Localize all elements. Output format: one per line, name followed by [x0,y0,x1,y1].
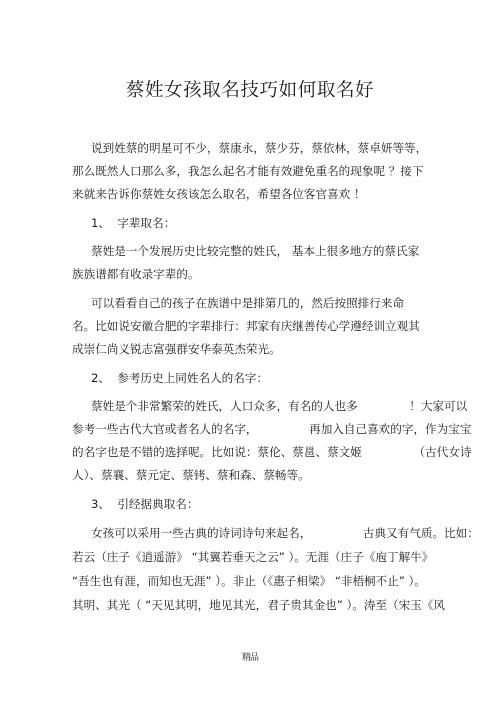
text-line: 可以看看自己的孩子在族谱中是排第几的，然后按照排行来命 [91,296,405,310]
text-line: 成崇仁尚义锐志富强群安华泰英杰荣光。 [72,342,281,356]
text-line: 女孩可以采用一些古典的诗词诗句来起名， 古典又有气质。比如： [91,526,479,540]
text-line: 名。比如说安徽合肥的字辈排行：邦家有庆继善传心学遵经训立观其 [72,319,420,333]
text-line: 若云（庄子《逍遥游》 “其翼若垂天之云” ）。无涯（庄子《庖丁解牛》 [72,550,434,564]
document-title: 蔡姓女孩取名技巧如何取名好 [125,80,375,101]
text-line: 那么既然人口那么多，我怎么起名才能有效避免重名的现象呢 ？接下 [72,164,424,178]
text-line: 说到姓蔡的明星可不少，蔡康永，蔡少芬，蔡依林，蔡卓妍等等， [91,141,428,155]
text-line: “吾生也有涯，而知也无涯” ）。非止（《惠子相梁》 “非梧桐不止” ）。 [72,574,426,588]
text-line: 来就来告诉你蔡姓女孩该怎么取名，希望各位客官喜欢 ！ [72,187,366,201]
section-heading: 1、 字辈取名： [91,216,176,230]
section-heading: 3、 引经据典取名： [91,497,199,511]
text-line: 其明、其光（ “天见其明，地见其光，君子贵其金也” ）。涛至（宋玉《风 [72,598,445,612]
text-line: 的名字也是不错的选择呢。比如说：蔡伦、蔡邕、蔡文姬 （古代女诗 [72,445,472,459]
text-line: 蔡姓是一个发展历史比较完整的姓氏， 基本上很多地方的蔡氏家 [91,244,420,258]
text-line: 族族谱都有收录字辈的。 [72,267,200,281]
page-footer: 精品 [242,653,259,663]
text-line: 蔡姓是个非常繁荣的姓氏，人口众多，有名的人也多 ！大家可以 [91,399,468,413]
text-line: 参考一些古代大官或者名人的名字， 再加入自己喜欢的字，作为宝宝 [72,422,472,436]
section-heading: 2、 参考历史上同姓名人的名字： [91,371,269,385]
text-line: 人）、蔡襄、蔡元定、蔡铐、蔡和森、蔡畅等。 [72,468,310,482]
